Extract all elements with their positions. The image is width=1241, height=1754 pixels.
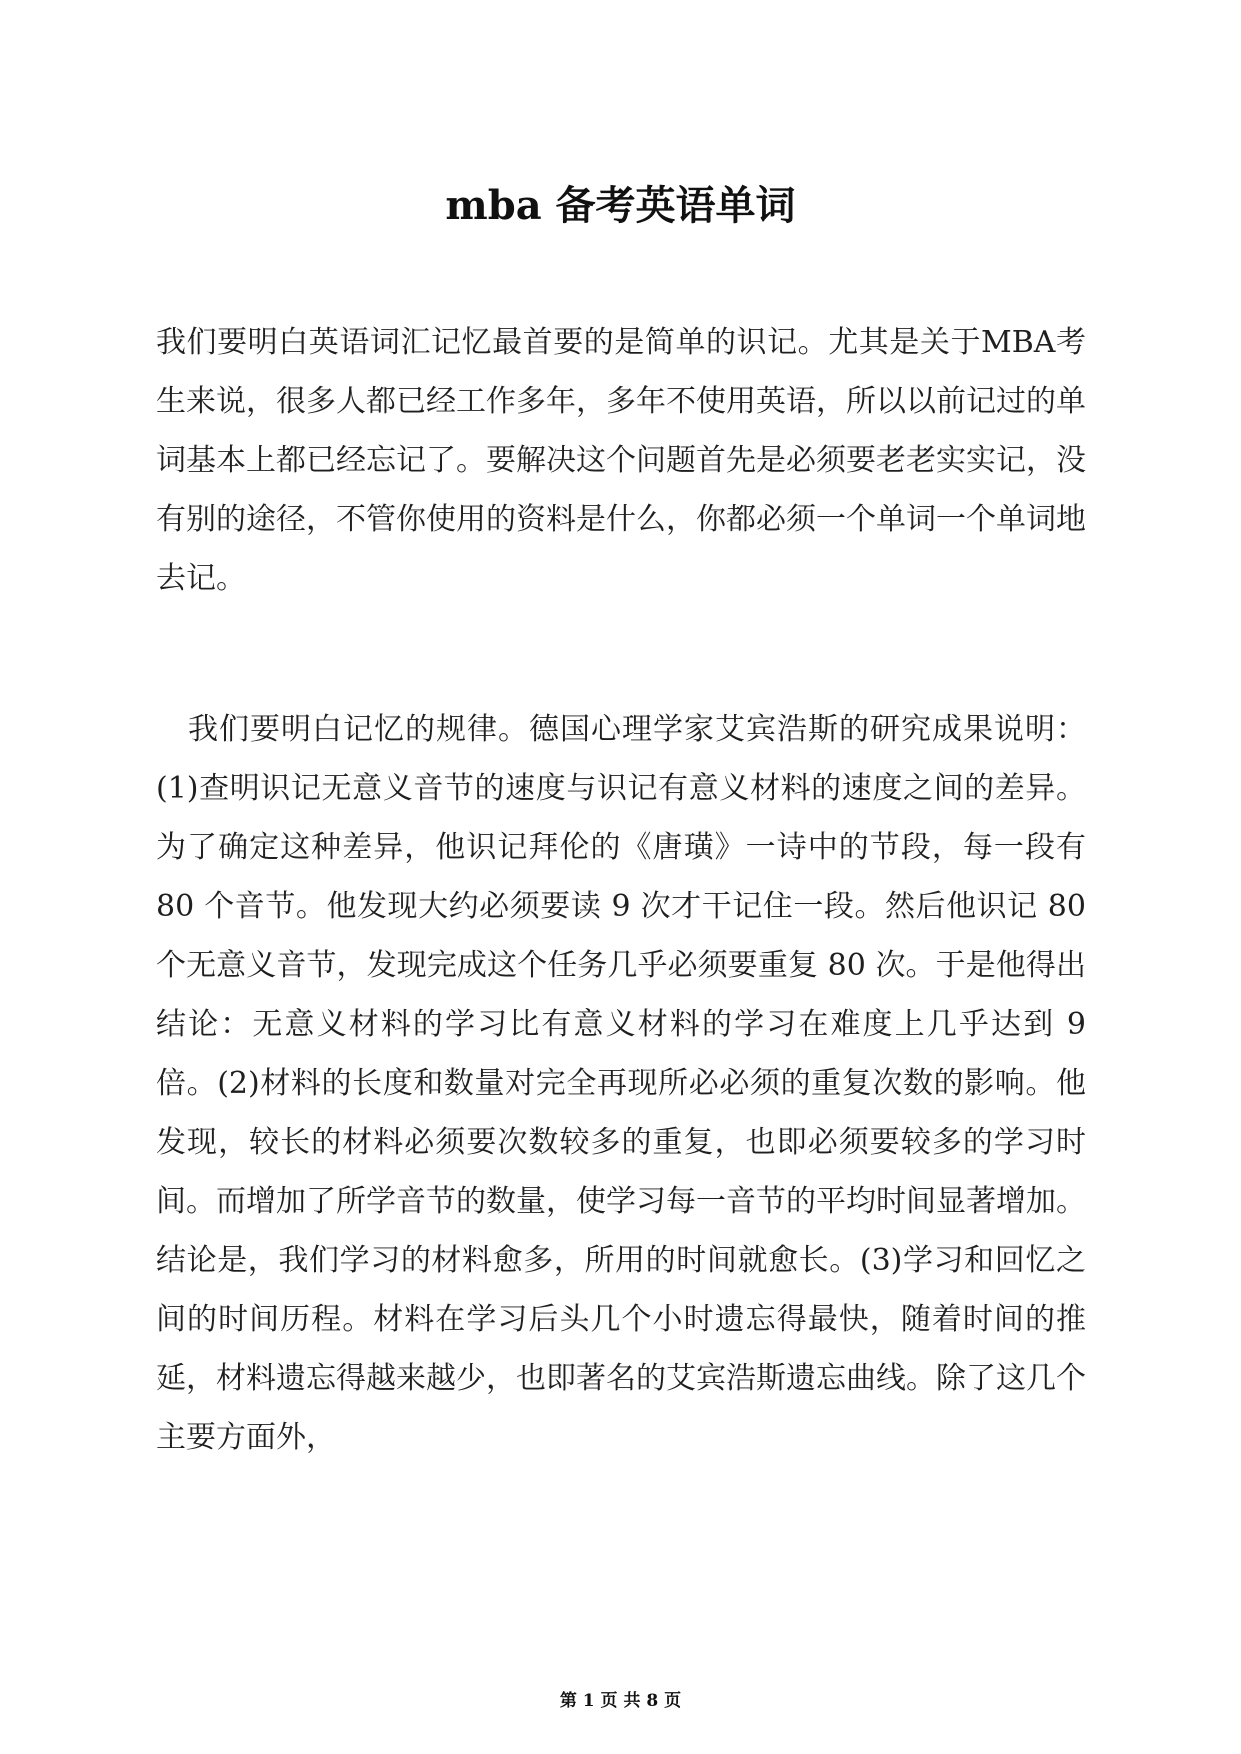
paragraph-2: 我们要明白记忆的规律。德国心理学家艾宾浩斯的研究成果说明：(1)查明识记无意义音节的速度与识记有意义材料的速度之间的差异。为了确定这种差异，他识记拜伦的《唐璜》一诗中的节段，每一段有 80 个音节。他发现大约必须要读 9 次才干记住一段。然后他识记 80 个无意义音节，发现完成这个任务几乎必须要重复 80 次。于是他得出结论：无意义材料的学习比有意义材料的学习在难度上几乎达到 9 倍。(2)材料的长度和数量对完全再现所必必须的重复次数的影响。他发现，较长的材料必须要次数较多的重复，也即必须要较多的学习时间。而增加了所学音节的数量，使学习每一音节的平均时间显著增加。结论是，我们学习的材料愈多，所用的时间就愈长。(3)学习和回忆之间的时间历程。材料在学习后头几个小时遗忘得最快，随着时间的推延，材料遗忘得越来越少，也即著名的艾宾浩斯遗忘曲线。除了这几个主要方面外， — [156, 712, 1086, 1455]
page-footer: 第 1 页 共 8 页 — [559, 1691, 682, 1711]
paragraph-1: 我们要明白英语词汇记忆最首要的是简单的识记。尤其是关于MBA考生来说，很多人都已经工作多年，多年不使用英语，所以以前记过的单词基本上都已经忘记了。要解决这个问题首先是必须要老老实实记，没有别的途径，不管你使用的资料是什么，你都必须一个单词一个单词地去记。 — [156, 325, 1086, 596]
document-title: mba 备考英语单词 — [445, 182, 796, 229]
